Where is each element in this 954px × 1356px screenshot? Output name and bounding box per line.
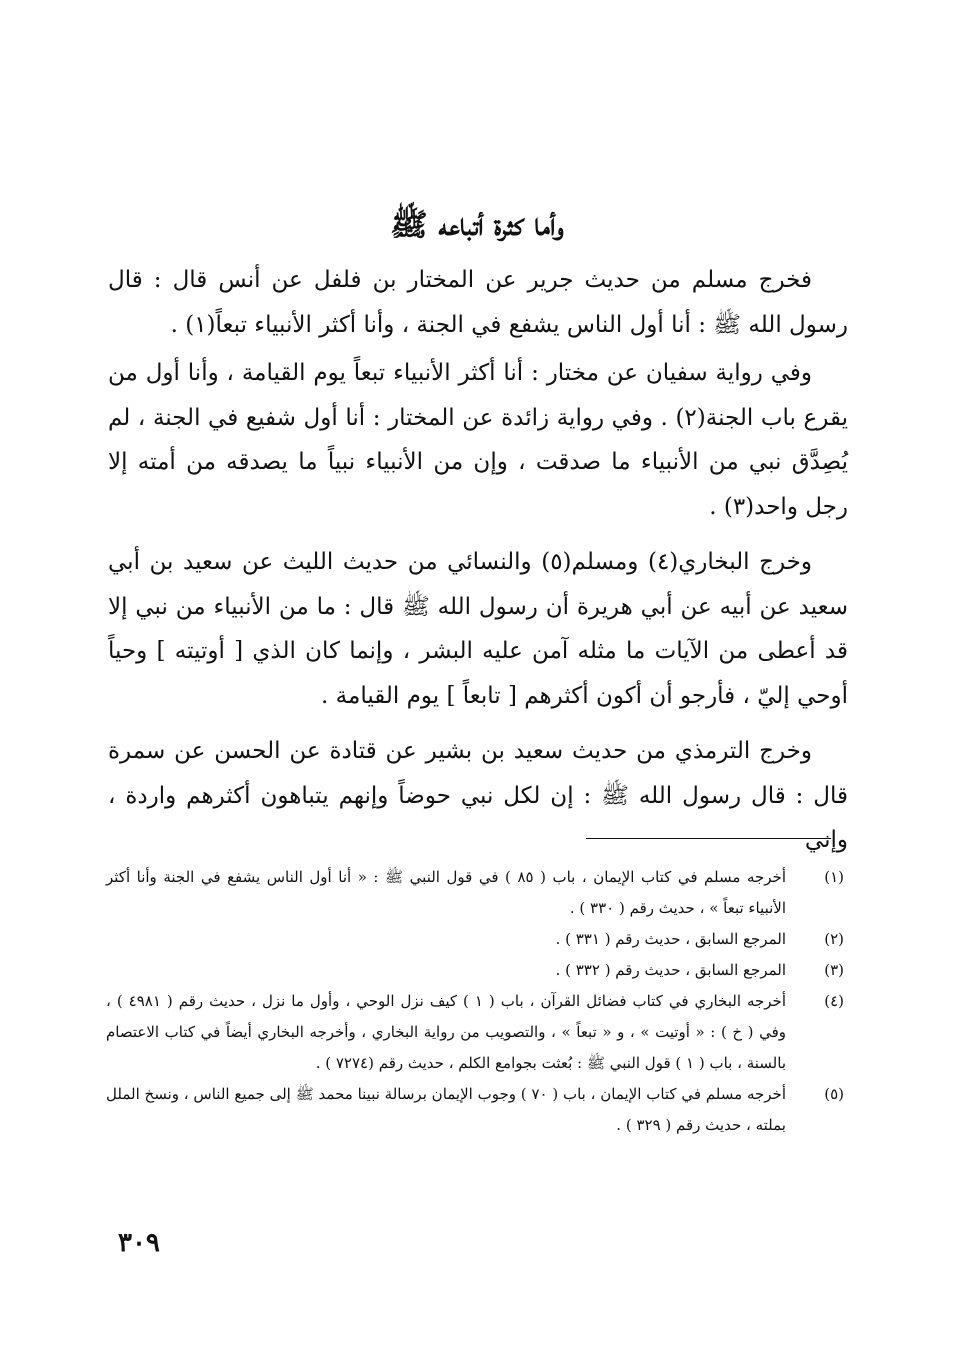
paragraph-3: وخرج البخاري(٤) ومسلم(٥) والنسائي من حديث الليث عن سعيد بن أبي سعيد عن أبيه عن أبي هريرة أن رسول الله ﷺ قال : ما من الأنبياء من نبي إلا قد أعطى من الآيات ما مثله آمن عليه البشر ، وإنما كان الذي [ أوتيته ] وحياً أوحي إليّ ، فأرجو أن أكون أكثرهم [ تابعاً ] يوم القيامة . (108, 549, 848, 709)
footnote-5 (106, 1079, 844, 1141)
footnote-4 (106, 986, 844, 1079)
footnote-text: أخرجه البخاري في كتاب فضائل القرآن ، باب ( ١ ) كيف نزل الوحي ، وأول ما نزل ، حديث رقم ( ٤٩٨١ ) ، وفي ( خ ) : « أوتيت » ، و « تبعاً » ، والتصويب من رواية البخاري ، وأخرجه البخاري أيضاً في كتاب الاعتصام بالسنة ، باب ( ١ ) قول النبي ﷺ : بُعثت بجوامع الكلم ، حديث رقم (٧٢٧٤ ) . (106, 992, 786, 1072)
paragraph-2: وفي رواية سفيان عن مختار : أنا أكثر الأنبياء تبعاً يوم القيامة ، وأنا أول من يقرع باب الجنة(٢) . وفي رواية زائدة عن المختار : أنا أول شفيع في الجنة ، لم يُصِدَّق نبي من الأنبياء ما صدقت ، وإن من الأنبياء نبياً ما يصدقه من أمته إلا رجل واحد(٣) . (108, 360, 848, 520)
footnote-number: (٢) (824, 930, 844, 948)
section-heading: وأما كثرة أتباعه ﷺ (390, 207, 564, 243)
footnote-text: المرجع السابق ، حديث رقم ( ٣٣١ ) . (555, 930, 786, 948)
footnote-3 (106, 955, 844, 986)
footnote-text: أخرجه مسلم في كتاب الإيمان ، باب ( ٨٥ ) في قول النبي ﷺ : « أنا أول الناس يشفع في الجنة وأنا أكثر الأنبياء تبعاً » ، حديث رقم ( ٣٣٠ ) . (106, 868, 786, 917)
page-number: ٣٠٩ (118, 1228, 160, 1258)
footnote-number: (١) (824, 868, 844, 886)
footnote-text: أخرجه مسلم في كتاب الإيمان ، باب ( ٧٠ ) وجوب الإيمان برسالة نبينا محمد ﷺ إلى جميع الناس ، ونسخ الملل بملته ، حديث رقم ( ٣٢٩ ) . (106, 1085, 786, 1134)
footnote-number: (٤) (824, 992, 844, 1010)
footnote-divider (586, 838, 831, 839)
main-text (108, 258, 848, 874)
footnote-2 (106, 924, 844, 955)
footnote-number: (٥) (824, 1085, 844, 1103)
footnote-number: (٣) (824, 961, 844, 979)
footnote-text: المرجع السابق ، حديث رقم ( ٣٣٢ ) . (555, 961, 786, 979)
paragraph-1: فخرج مسلم من حديث جرير عن المختار بن فلفل عن أنس قال : قال رسول الله ﷺ : أنا أول الناس يشفع في الجنة ، وأنا أكثر الأنبياء تبعاً(١) . (108, 267, 848, 338)
footnotes (106, 862, 844, 1141)
paragraph-4: وخرج الترمذي من حديث سعيد بن بشير عن قتادة عن الحسن عن سمرة قال : قال رسول الله ﷺ : إن لكل نبي حوضاً وإنهم يتباهون أكثرهم واردة ، وإني (108, 738, 848, 853)
footnote-1 (106, 862, 844, 924)
